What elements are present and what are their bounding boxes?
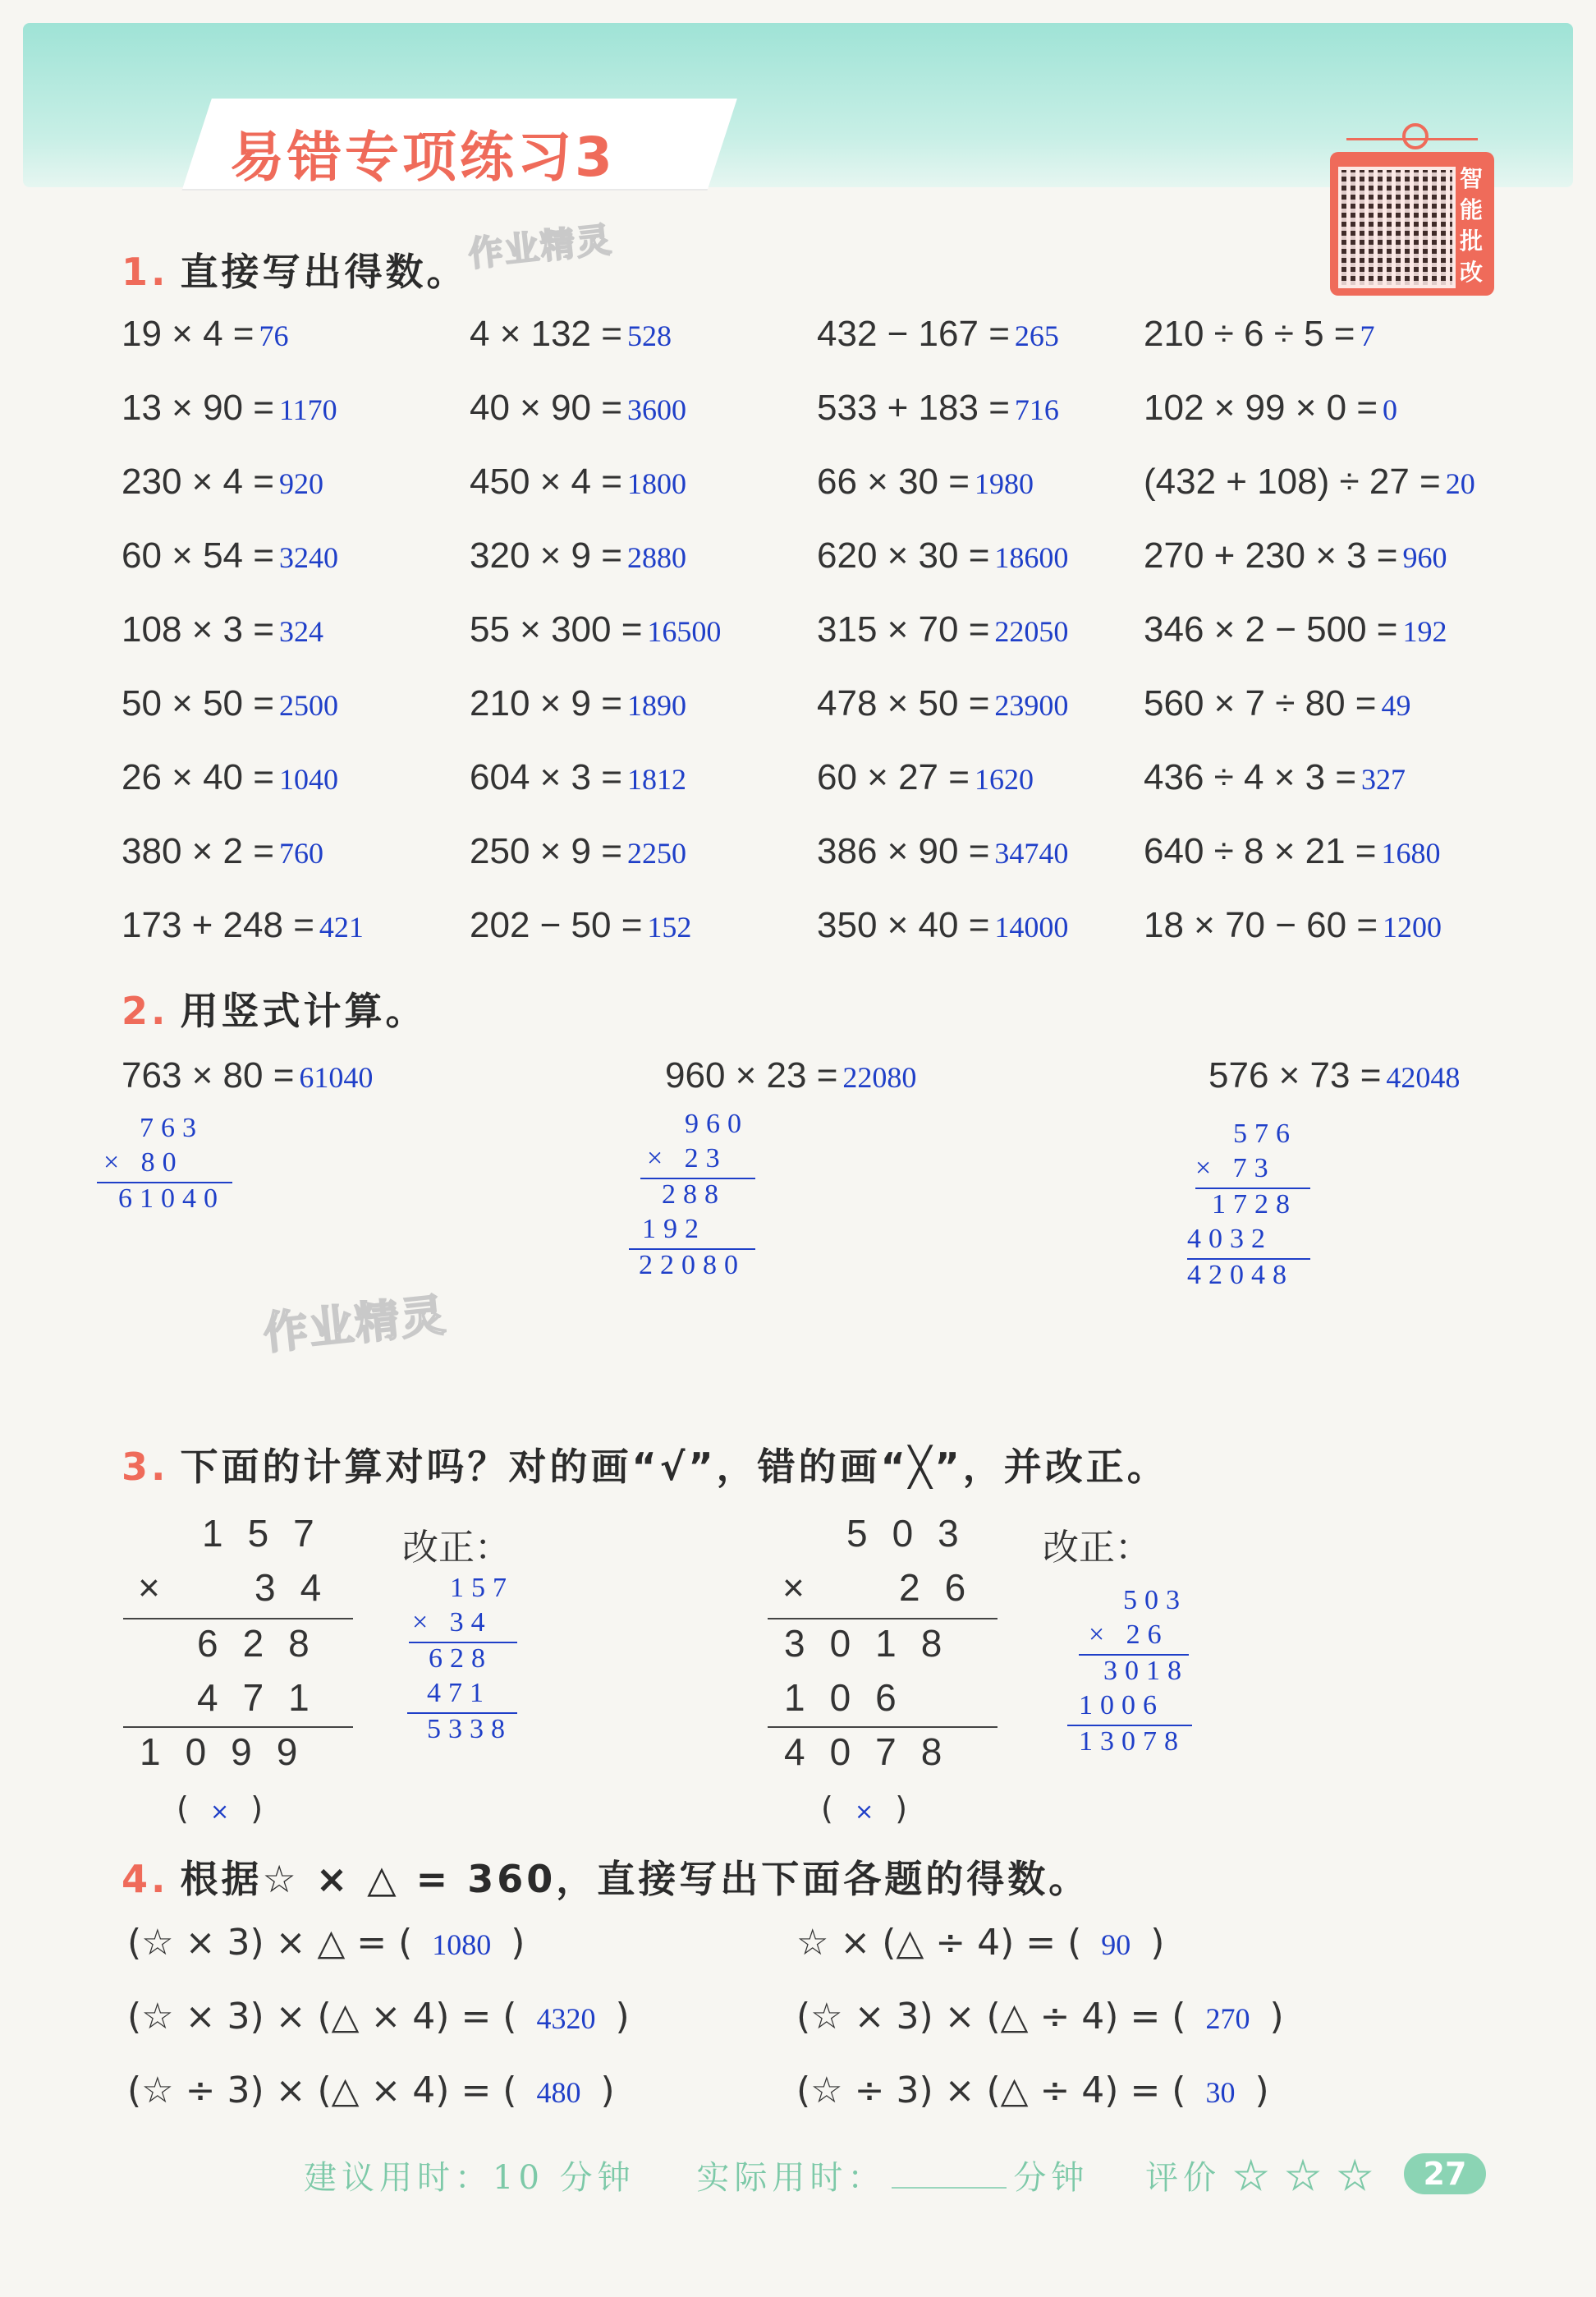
section3-title: 3. 下面的计算对吗？对的画“√”，错的画“╳”，并改正。 [122,1445,1168,1489]
oral-calc-item: 19 × 4 = 76 [122,314,289,354]
page-number: 27 [1404,2153,1486,2194]
oral-calc-item: 102 × 99 × 0 = 0 [1144,388,1398,428]
oral-calc-item: 210 ÷ 6 ÷ 5 = 7 [1144,314,1375,354]
section2-title: 2. 用竖式计算。 [122,989,427,1033]
answer: 1812 [626,763,686,796]
watermark: 作业精灵 [260,1289,450,1360]
oral-calc-item: 250 × 9 = 2250 [470,831,686,871]
qr-badge[interactable] [1330,152,1494,296]
vertical-work-1: 763 × 80 61040 [97,1113,245,1228]
oral-calc-item: 533 + 183 = 716 [817,388,1059,428]
page-title: 易错专项练习3 [230,126,616,189]
oral-calc-item: (432 + 108) ÷ 27 = 20 [1144,462,1475,502]
answer: 270 [1205,2002,1250,2035]
answer: 18600 [994,541,1069,574]
answer: 1200 [1383,911,1442,944]
answer: 23900 [994,689,1069,722]
oral-calc-item: 13 × 90 = 1170 [122,388,337,428]
judge-right[interactable]: ( × ) [821,1790,908,1826]
answer: 716 [1014,393,1059,426]
qr-side-text: 智 能 批 改 [1460,165,1484,286]
oral-calc-item: 108 × 3 = 324 [122,609,323,650]
title-box [197,99,722,189]
answer: 920 [278,467,323,500]
answer: 760 [278,837,323,870]
answer: 192 [1402,615,1447,648]
oral-calc-item: 173 + 248 = 421 [122,905,364,945]
judge-left[interactable]: ( × ) [177,1790,264,1826]
oral-calc-item: 60 × 27 = 1620 [817,757,1034,797]
answer: 1890 [626,689,686,722]
star-triangle-item: (☆ × 3) × (△ ÷ 4) = ( 270 ) [796,1996,1284,2037]
oral-calc-item: 380 × 2 = 760 [122,831,323,871]
answer: 3240 [278,541,338,574]
oral-calc-item: 320 × 9 = 2880 [470,535,686,576]
oral-calc-item: 210 × 9 = 1890 [470,683,686,724]
answer: 421 [319,911,364,944]
answer: 49 [1381,689,1411,722]
answer: 2880 [626,541,686,574]
oral-calc-item: 315 × 70 = 22050 [817,609,1069,650]
eval-label: 评价 [1145,2159,1222,2197]
vertical-work-2: 960 × 23 288 192 22080 [629,1109,777,1289]
oral-calc-item: 202 − 50 = 152 [470,905,692,945]
qr-code-icon[interactable] [1338,167,1456,288]
oral-calc-item: 386 × 90 = 34740 [817,831,1069,871]
star-triangle-item: ☆ × (△ ÷ 4) = ( 90 ) [796,1922,1165,1964]
answer: 1800 [626,467,686,500]
answer: 1620 [974,763,1034,796]
star-icon[interactable]: ★ [1286,2153,1325,2198]
answer: 528 [626,319,672,352]
answer: 7 [1360,319,1375,352]
answer: 1680 [1381,837,1441,870]
answer: 1040 [278,763,338,796]
answer: 152 [647,911,692,944]
oral-calc-item: 66 × 30 = 1980 [817,462,1034,502]
oral-calc-item: 18 × 70 − 60 = 1200 [1144,905,1442,945]
oral-calc-item: 50 × 50 = 2500 [122,683,338,724]
gaizheng-label-left: 改正： [402,1527,511,1569]
answer: 1170 [278,393,337,426]
oral-calc-item: 270 + 230 × 3 = 960 [1144,535,1447,576]
vertical-problem-2: 960 × 23 = 22080 [665,1055,917,1096]
suggest-time: 建议用时：10 分钟 [304,2159,635,2197]
oral-calc-item: 436 ÷ 4 × 3 = 327 [1144,757,1406,797]
answer: 20 [1445,467,1475,500]
oral-calc-item: 478 × 50 = 23900 [817,683,1069,724]
fix-work-left: 157 × 34 628 471 5338 [404,1573,552,1753]
section1-title: 1. 直接写出得数。 [122,250,468,294]
star-icon[interactable]: ★ [1234,2153,1273,2198]
oral-calc-item: 26 × 40 = 1040 [122,757,338,797]
star-triangle-item: (☆ × 3) × (△ × 4) = ( 4320 ) [127,1996,630,2037]
star-triangle-item: (☆ ÷ 3) × (△ × 4) = ( 480 ) [127,2070,615,2111]
section4-title: 4. 根据☆ × △ = 360，直接写出下面各题的得数。 [122,1857,1090,1901]
answer: 960 [1402,541,1447,574]
oral-calc-item: 620 × 30 = 18600 [817,535,1069,576]
wrong-calc-left: 157 × 34 628 471 1099 [123,1511,361,1790]
oral-calc-item: 604 × 3 = 1812 [470,757,686,797]
qr-hook [1402,123,1429,149]
star-triangle-item: (☆ ÷ 3) × (△ ÷ 4) = ( 30 ) [796,2070,1269,2111]
answer: 30 [1205,2076,1236,2109]
oral-calc-item: 4 × 132 = 528 [470,314,672,354]
actual-time-blank[interactable] [892,2187,1007,2189]
footer: 建议用时：10 分钟 实际用时： 分钟 评价 ★ ★ ★ [304,2153,1377,2198]
oral-calc-item: 350 × 40 = 14000 [817,905,1069,945]
answer: 1980 [974,467,1034,500]
answer: 324 [278,615,323,648]
star-icon[interactable]: ★ [1337,2153,1377,2198]
oral-calc-item: 640 ÷ 8 × 21 = 1680 [1144,831,1441,871]
vertical-problem-3: 576 × 73 = 42048 [1208,1055,1461,1096]
answer: 480 [536,2076,581,2109]
answer: 4320 [536,2002,596,2035]
answer: 0 [1383,393,1398,426]
fix-work-right: 503 × 26 3018 1006 13078 [1067,1585,1215,1766]
watermark: 作业精灵 [466,218,615,275]
actual-time-label: 实际用时： [696,2159,886,2197]
answer: 327 [1361,763,1406,796]
answer: 90 [1101,1928,1131,1961]
oral-calc-item: 432 − 167 = 265 [817,314,1059,354]
oral-calc-item: 230 × 4 = 920 [122,462,323,502]
wrong-calc-right: 503 × 26 3018 106 4078 [768,1511,1006,1790]
oral-calc-item: 346 × 2 − 500 = 192 [1144,609,1447,650]
answer: 2250 [626,837,686,870]
answer: 22050 [994,615,1069,648]
answer: 34740 [994,837,1069,870]
oral-calc-item: 60 × 54 = 3240 [122,535,338,576]
oral-calc-item: 40 × 90 = 3600 [470,388,686,428]
answer: 265 [1014,319,1059,352]
answer: 16500 [647,615,722,648]
star-triangle-item: (☆ × 3) × △ = ( 1080 ) [127,1922,525,1964]
answer: 14000 [994,911,1069,944]
gaizheng-label-right: 改正： [1043,1527,1151,1569]
answer: 2500 [278,689,338,722]
oral-calc-item: 450 × 4 = 1800 [470,462,686,502]
answer: 3600 [626,393,686,426]
oral-calc-item: 55 × 300 = 16500 [470,609,722,650]
answer: 1080 [432,1928,492,1961]
answer: 76 [259,319,289,352]
vertical-problem-1: 763 × 80 = 61040 [122,1055,374,1096]
oral-calc-item: 560 × 7 ÷ 80 = 49 [1144,683,1411,724]
vertical-work-3: 576 × 73 1728 4032 42048 [1187,1119,1335,1299]
